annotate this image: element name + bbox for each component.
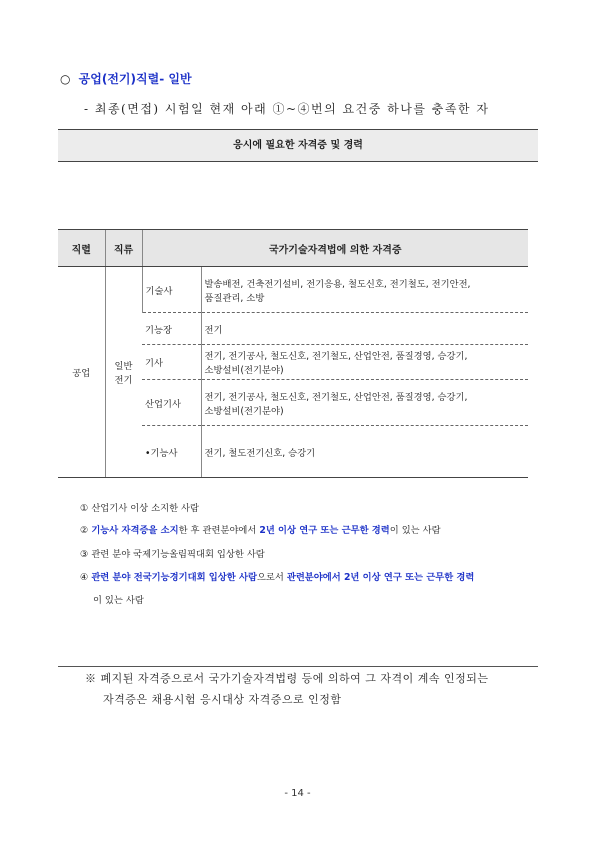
grade-cell: 기사 [142,345,201,380]
header-class: 직류 [105,230,142,267]
note-4-middle: 으로서 [256,572,287,583]
note-3-number: ③ [80,549,89,560]
note-4-number: ④ [80,572,89,583]
certs-cell [201,345,528,380]
certs-cell [201,380,528,426]
certs-line1: 전기, 철도전기신호, 승강기 [204,447,316,459]
note-2-number: ② [80,525,89,536]
note-3-text: 관련 분야 국제기능올림픽대회 입상한 사람 [91,549,265,560]
note-3 [80,546,265,560]
certs-line1: 전기 [204,324,223,336]
note-2 [80,522,441,536]
table-row [58,267,528,313]
page-number: - 14 - [284,788,311,799]
certs-line1: 발송배전, 건축전기설비, 전기응용, 철도신호, 전기철도, 전기안전, [204,278,471,290]
certs-line1: 전기, 전기공사, 철도신호, 전기철도, 산업안전, 품질경영, 승강기, [204,351,468,362]
note-2-emphasis-1: 기능사 자격증을 소지 [91,525,179,536]
footnote-line1: 폐지된 자격증으로서 국가기술자격법령 등에 의하여 그 자격이 계속 인정되는 [100,672,489,685]
footnote-mark-icon: ※ [85,672,97,685]
grade-cell: 기술사 [142,267,201,313]
certs-cell [201,426,528,478]
banner-heading: 응시에 필요한 자격증 및 경력 [58,129,538,162]
certs-line1: 전기, 전기공사, 철도신호, 전기철도, 산업안전, 품질경영, 승강기, [204,391,468,403]
note-2-emphasis-2: 2년 이상 연구 또는 근무한 경력 [259,525,390,536]
note-4-continuation: 이 있는 사람 [93,595,144,606]
certs-line2: 소방설비(전기분야) [204,365,284,376]
note-1-number: ① [80,503,89,514]
note-4-emphasis-2: 관련분야에서 2년 이상 연구 또는 근무한 경력 [286,572,475,583]
class-cell-line2: 전기 [114,375,133,386]
circle-bullet-icon: ○ [60,72,71,86]
certs-cell [201,267,528,313]
certs-line2: 품질관리, 소방 [204,292,265,304]
class-cell-line1: 일반 [114,361,133,372]
note-4-emphasis-1: 관련 분야 전국기능경기대회 입상한 사람 [91,572,257,583]
header-certificates: 국가기술자격법에 의한 자격증 [142,230,528,267]
certs-line2: 소방설비(전기분야) [204,405,284,417]
note-4 [80,569,474,583]
header-series: 직렬 [58,230,105,267]
table-header-row [58,230,528,267]
footnote [85,668,545,710]
note-2-end: 이 있는 사람 [389,525,441,536]
divider [58,666,538,667]
section-title [60,70,192,87]
requirement-summary: - 최종(면접) 시험일 현재 아래 ①~④번의 요건중 하나를 충족한 자 [84,102,490,116]
grade-cell: 기능장 [142,313,201,345]
class-cell [105,267,142,478]
qualification-table [58,229,528,478]
grade-cell: •기능사 [142,426,201,478]
note-1-text: 산업기사 이상 소지한 사람 [91,503,199,514]
series-cell: 공업 [58,267,105,478]
section-title-text: 공업(전기)직렬- 일반 [78,72,192,86]
certs-cell [201,313,528,345]
grade-cell: 산업기사 [142,380,201,426]
footnote-line2: 자격증은 채용시험 응시대상 자격증으로 인정함 [103,693,342,706]
note-2-middle: 한 후 관련분야에서 [178,525,260,536]
note-1 [80,500,199,514]
